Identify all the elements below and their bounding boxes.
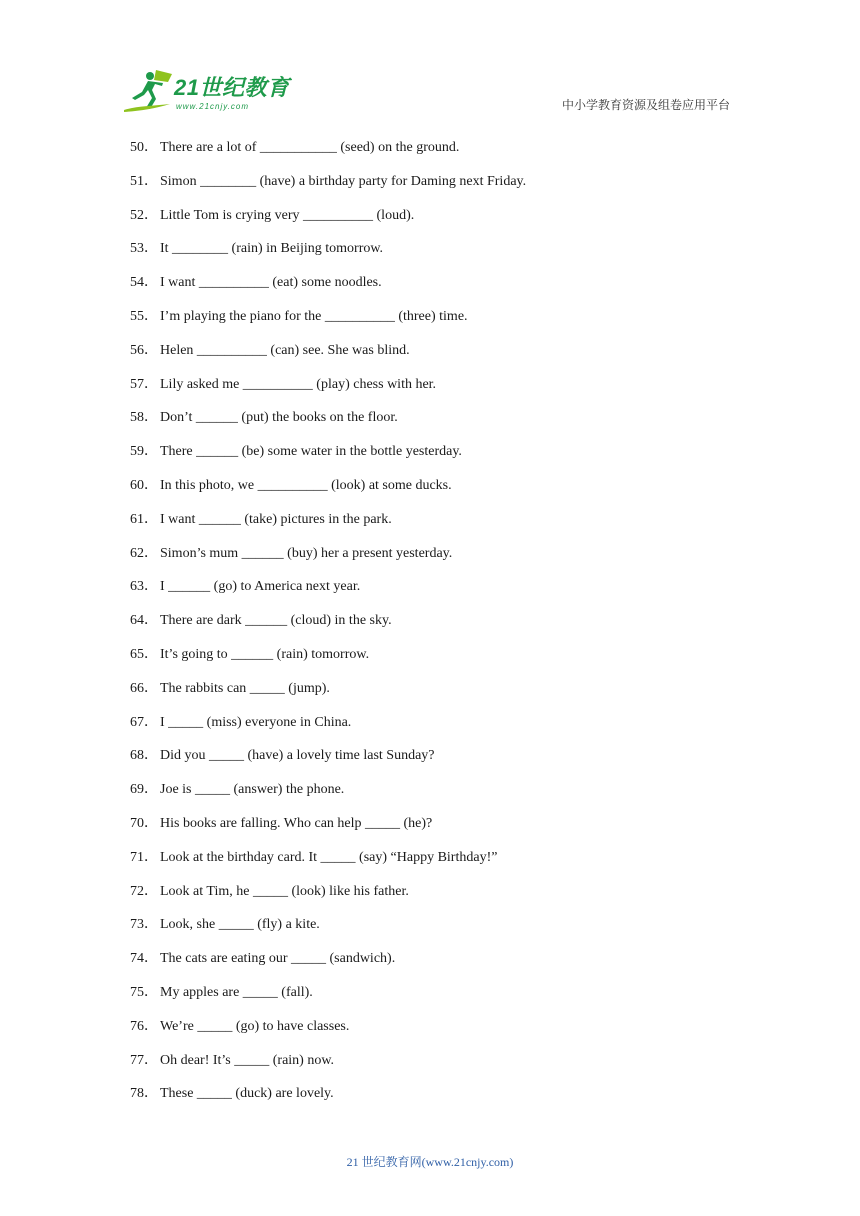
- question-text: Little Tom is crying very __________ (loud).: [160, 207, 415, 223]
- question-text: Simon’s mum ______ (buy) her a present yesterday.: [160, 545, 453, 561]
- question-text: Simon ________ (have) a birthday party for Daming next Friday.: [160, 173, 527, 189]
- question-text: It ________ (rain) in Beijing tomorrow.: [160, 241, 384, 257]
- question-item: [130, 713, 526, 747]
- question-number: 52．: [130, 207, 158, 223]
- question-text: It’s going to ______ (rain) tomorrow.: [160, 646, 370, 662]
- runner-logo-icon: [122, 68, 178, 114]
- question-text: I ______ (go) to America next year.: [160, 579, 361, 595]
- question-number: 60．: [130, 477, 158, 493]
- logo-url: www.21cnjy.com: [176, 102, 249, 111]
- question-number: 78．: [130, 1086, 158, 1102]
- question-item: [130, 746, 526, 780]
- question-number: 65．: [130, 646, 158, 662]
- question-text: These _____ (duck) are lovely.: [160, 1086, 334, 1102]
- question-text: My apples are _____ (fall).: [160, 984, 313, 1000]
- question-text: The rabbits can _____ (jump).: [160, 680, 330, 696]
- question-number: 66．: [130, 680, 158, 696]
- question-number: 71．: [130, 849, 158, 865]
- question-item: [130, 172, 526, 206]
- page-header: [0, 0, 860, 120]
- question-item: [130, 408, 526, 442]
- platform-label: 中小学教育资源及组卷应用平台: [561, 98, 730, 112]
- question-text: His books are falling. Who can help _____ (he)?: [160, 815, 433, 831]
- question-number: 68．: [130, 748, 158, 764]
- question-item: [130, 1051, 526, 1085]
- question-item: [130, 780, 526, 814]
- question-text: The cats are eating our _____ (sandwich).: [160, 951, 396, 967]
- question-text: I want ______ (take) pictures in the park.: [160, 511, 392, 527]
- question-text: Look at the birthday card. It _____ (say) “Happy Birthday!”: [160, 849, 498, 865]
- question-number: 54．: [130, 275, 158, 291]
- question-number: 77．: [130, 1052, 158, 1068]
- question-item: [130, 915, 526, 949]
- question-number: 69．: [130, 782, 158, 798]
- question-item: [130, 476, 526, 510]
- question-item: [130, 611, 526, 645]
- question-text: There are a lot of ___________ (seed) on the ground.: [160, 140, 460, 155]
- question-text: Don’t ______ (put) the books on the floor.: [160, 410, 398, 426]
- question-item: [130, 949, 526, 983]
- question-item: [130, 442, 526, 476]
- question-item: [130, 645, 526, 679]
- question-number: 73．: [130, 917, 158, 933]
- question-item: [130, 577, 526, 611]
- question-text: Did you _____ (have) a lovely time last Sunday?: [160, 748, 435, 764]
- question-number: 62．: [130, 545, 158, 561]
- question-item: [130, 273, 526, 307]
- question-text: I _____ (miss) everyone in China.: [160, 714, 352, 730]
- question-text: Lily asked me __________ (play) chess with her.: [160, 376, 437, 392]
- question-item: [130, 814, 526, 848]
- question-item: [130, 375, 526, 409]
- question-item: [130, 1084, 526, 1118]
- question-item: [130, 679, 526, 713]
- question-number: 50．: [130, 140, 158, 155]
- question-number: 53．: [130, 241, 158, 257]
- question-item: [130, 341, 526, 375]
- question-item: [130, 544, 526, 578]
- question-item: [130, 206, 526, 240]
- question-text: There ______ (be) some water in the bottle yesterday.: [160, 444, 462, 460]
- question-number: 63．: [130, 579, 158, 595]
- question-text: Look, she _____ (fly) a kite.: [160, 917, 320, 933]
- question-item: [130, 239, 526, 273]
- question-text: Look at Tim, he _____ (look) like his father.: [160, 883, 409, 899]
- question-text: We’re _____ (go) to have classes.: [160, 1018, 350, 1034]
- question-text: Helen __________ (can) see. She was blind.: [160, 342, 410, 358]
- question-number: 70．: [130, 815, 158, 831]
- question-number: 76．: [130, 1018, 158, 1034]
- question-item: [130, 138, 526, 172]
- question-text: Oh dear! It’s _____ (rain) now.: [160, 1052, 335, 1068]
- question-number: 57．: [130, 376, 158, 392]
- question-number: 75．: [130, 984, 158, 1000]
- question-item: [130, 1017, 526, 1051]
- logo-text: 21世纪教育: [174, 75, 290, 100]
- question-number: 58．: [130, 410, 158, 426]
- question-text: There are dark ______ (cloud) in the sky.: [160, 613, 392, 629]
- question-number: 56．: [130, 342, 158, 358]
- question-text: I’m playing the piano for the __________ (three) time.: [160, 308, 468, 324]
- question-number: 72．: [130, 883, 158, 899]
- question-number: 67．: [130, 714, 158, 730]
- question-number: 51．: [130, 173, 158, 189]
- question-number: 64．: [130, 613, 158, 629]
- question-list: [130, 138, 526, 1118]
- question-item: [130, 848, 526, 882]
- question-item: [130, 983, 526, 1017]
- page-footer[interactable]: 21 世纪教育网(www.21cnjy.com): [346, 1155, 514, 1169]
- question-text: Joe is _____ (answer) the phone.: [160, 782, 345, 798]
- question-number: 61．: [130, 511, 158, 527]
- question-item: [130, 882, 526, 916]
- question-text: I want __________ (eat) some noodles.: [160, 275, 382, 291]
- question-text: In this photo, we __________ (look) at some ducks.: [160, 477, 452, 493]
- question-item: [130, 510, 526, 544]
- question-number: 74．: [130, 951, 158, 967]
- site-logo[interactable]: [122, 68, 292, 116]
- question-number: 59．: [130, 444, 158, 460]
- question-item: [130, 307, 526, 341]
- question-number: 55．: [130, 308, 158, 324]
